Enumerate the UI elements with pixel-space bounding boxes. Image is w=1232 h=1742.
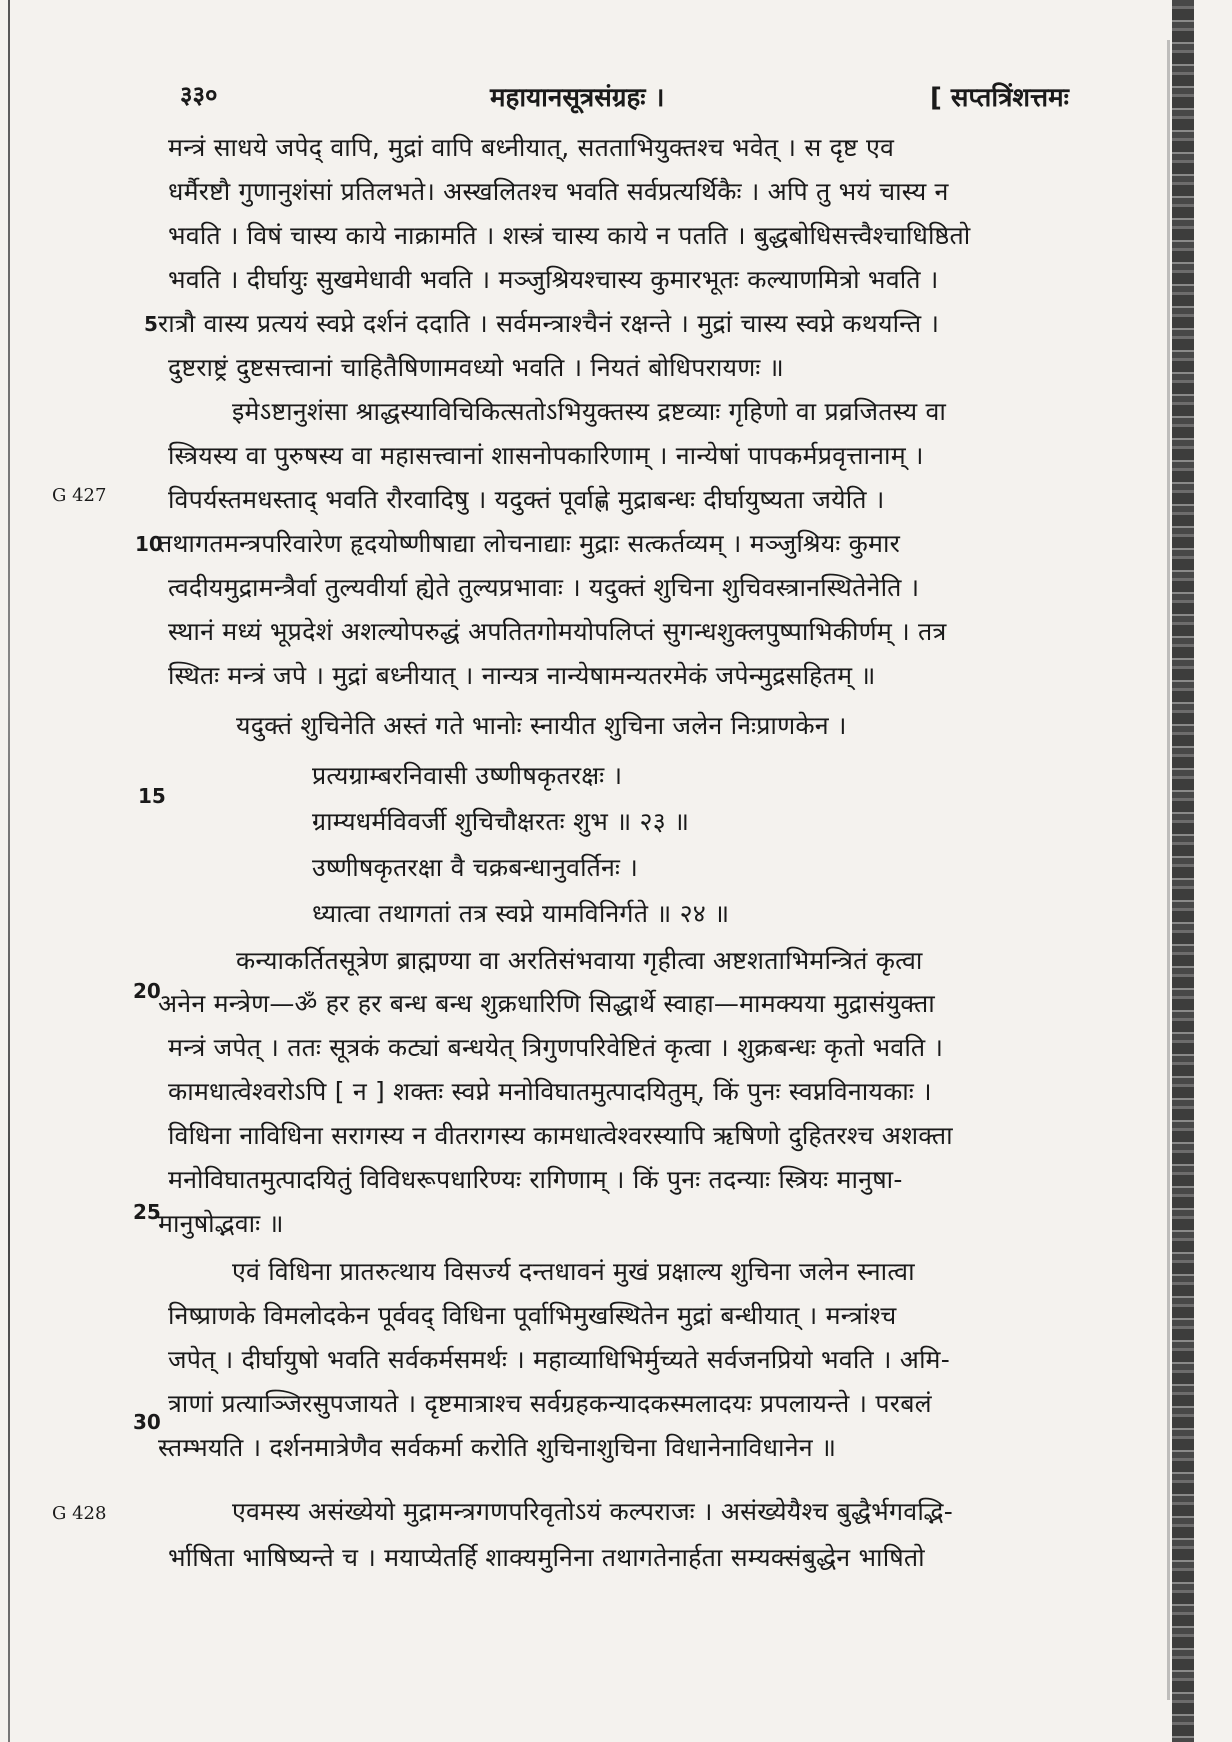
text-line: इमेऽष्टानुशंसा श्राद्धस्याविचिकित्सतोऽभियुक्तस्य द्रष्टव्याः गृहिणो वा प्रव्रजितस्य वा <box>232 397 947 426</box>
text-line: स्त्रियस्य वा पुरुषस्य वा महासत्त्वानां शासनोपकारिणाम् । नान्येषां पापकर्मप्रवृत्तानाम् । <box>168 441 924 470</box>
text-line: दुष्टराष्ट्रं दुष्टसत्त्वानां चाहितैषिणामवध्यो भवति । नियतं बोधिपरायणः ॥ <box>168 353 784 382</box>
margin-ref-g427: G 427 <box>52 485 107 506</box>
text-line: स्थानं मध्यं भूप्रदेशं अशल्योपरुद्धं अपतितगोमयोपलिप्तं सुगन्धशुक्लपुष्पाभिकीर्णम् । तत्र <box>168 617 947 646</box>
text-line: रात्रौ वास्य प्रत्ययं स्वप्ने दर्शनं ददाति । सर्वमन्त्राश्चैनं रक्षन्ते । मुद्रां चास्य स्वप्ने कथयन्ति । <box>158 309 940 338</box>
page-binding-edge <box>1172 0 1194 1742</box>
text-line: त्वदीयमुद्रामन्त्रैर्वा तुल्यवीर्या ह्येते तुल्यप्रभावाः । यदुक्तं शुचिना शुचिवस्त्रानस्थितेनेति । <box>168 573 920 602</box>
text-line: भवति । दीर्घायुः सुखमेधावी भवति । मञ्जुश्रियश्चास्य कुमारभूतः कल्याणमित्रो भवति । <box>168 265 939 294</box>
text-line: कन्याकर्तितसूत्रेण ब्राह्मण्या वा अरतिसंभवाया गृहीत्वा अष्टशताभिमन्त्रितं कृत्वा <box>236 946 923 975</box>
text-line: स्तम्भयति । दर्शनमात्रेणैव सर्वकर्मा करोति शुचिनाशुचिना विधानेनाविधानेन ॥ <box>158 1433 837 1462</box>
verse-line: ग्राम्यधर्मविवर्जी शुचिचौक्षरतः शुभ ॥ २३ ॥ <box>312 807 690 836</box>
text-line: विधिना नाविधिना सरागस्य न वीतरागस्य कामधात्वेश्वरस्यापि ऋषिणो दुहितरश्च अशक्ता <box>168 1121 953 1150</box>
line-number: 20 <box>133 979 161 1003</box>
text-line: तथागतमन्त्रपरिवारेण हृदयोष्णीषाद्या लोचनाद्याः मुद्राः सत्कर्तव्यम् । मञ्जुश्रियः कुमार <box>158 529 901 558</box>
text-line: यदुक्तं शुचिनेति अस्तं गते भानोः स्नायीत शुचिना जलेन निःप्राणकेन । <box>236 711 847 740</box>
line-number: 5 <box>144 312 158 336</box>
text-line: भवति । विषं चास्य काये नाक्रामति । शस्त्रं चास्य काये न पतति । बुद्धबोधिसत्त्वैश्चाधिष्ठितो <box>168 221 971 250</box>
book-title: महायानसूत्रसंग्रहः । <box>490 83 665 113</box>
text-line: जपेत् । दीर्घायुषो भवति सर्वकर्मसमर्थः । महाव्याधिभिर्मुच्यते सर्वजनप्रियो भवति । अमि- <box>168 1345 950 1374</box>
text-line: मन्त्रं साधये जपेद् वापि, मुद्रां वापि बध्नीयात्, सतताभियुक्तश्च भवेत् । स दृष्ट एव <box>168 133 895 162</box>
text-line: एवमस्य असंख्येयो मुद्रामन्त्रगणपरिवृतोऽयं कल्पराजः । असंख्येयैश्च बुद्धैर्भगवद्भि- <box>232 1497 953 1526</box>
line-number: 30 <box>133 1410 161 1434</box>
text-line: निष्प्राणके विमलोदकेन पूर्ववद् विधिना पूर्वाभिमुखस्थितेन मुद्रां बन्धीयात् । मन्त्रांश्च <box>168 1301 897 1330</box>
text-line: विपर्यस्तमधस्ताद् भवति रौरवादिषु । यदुक्तं पूर्वाह्णे मुद्राबन्धः दीर्घायुष्यता जयेति । <box>168 485 885 514</box>
line-number: 25 <box>133 1200 161 1224</box>
text-line: त्राणां प्रत्याञ्जिरसुपजायते । दृष्टमात्राश्च सर्वग्रहकन्यादकस्मलादयः प्रपलायन्ते । परबलं <box>168 1389 932 1418</box>
margin-ref-g428: G 428 <box>52 1503 107 1524</box>
text-line: र्भाषिता भाषिष्यन्ते च । मयाप्येतर्हि शाक्यमुनिना तथागतेनार्हता सम्यक्संबुद्धेन भाषितो <box>168 1543 925 1572</box>
line-number: 15 <box>138 784 166 808</box>
text-line: एवं विधिना प्रातरुत्थाय विसर्ज्य दन्तधावनं मुखं प्रक्षाल्य शुचिना जलेन स्नात्वा <box>232 1257 915 1286</box>
text-line: कामधात्वेश्वरोऽपि [ न ] शक्तः स्वप्ने मनोविघातमुत्पादयितुम्, किं पुनः स्वप्नविनायकाः । <box>168 1077 932 1106</box>
text-line: धर्मैरष्टौ गुणानुशंसां प्रतिलभते। अस्खलितश्च भवति सर्वप्रत्यर्थिकैः । अपि तु भयं चास्य न <box>168 177 949 206</box>
text-line: स्थितः मन्त्रं जपे । मुद्रां बध्नीयात् । नान्यत्र नान्येषामन्यतरमेकं जपेन्मुद्रसहितम् ॥ <box>168 661 876 690</box>
text-line: मनोविघातमुत्पादयितुं विविधरूपधारिण्यः रागिणाम् । किं पुनः तदन्याः स्त्रियः मानुषा- <box>168 1165 903 1194</box>
chapter-title: [ सप्तत्रिंशत्तमः <box>930 83 1069 113</box>
page-binding-shadow <box>1167 40 1170 1700</box>
text-line: मन्त्रं जपेत् । ततः सूत्रकं कट्यां बन्धयेत् त्रिगुणपरिवेष्टितं कृत्वा । शुक्रबन्धः कृतो भवति । <box>168 1033 944 1062</box>
verse-line: प्रत्यग्राम्बरनिवासी उष्णीषकृतरक्षः । <box>312 761 623 790</box>
line-number: 10 <box>135 532 163 556</box>
page-number: ३३० <box>180 81 218 109</box>
verse-line: ध्यात्वा तथागतां तत्र स्वप्ने यामविनिर्गते ॥ २४ ॥ <box>312 899 730 928</box>
verse-line: उष्णीषकृतरक्षा वै चक्रबन्धानुवर्तिनः । <box>312 853 638 882</box>
text-line: अनेन मन्त्रेण—ॐ हर हर बन्ध बन्ध शुक्रधारिणि सिद्धार्थे स्वाहा—मामक्यया मुद्रासंयुक्ता <box>158 989 935 1018</box>
running-header <box>0 78 1232 118</box>
text-line: मानुषोद्भवाः ॥ <box>158 1209 284 1238</box>
page-left-edge <box>8 0 10 1742</box>
